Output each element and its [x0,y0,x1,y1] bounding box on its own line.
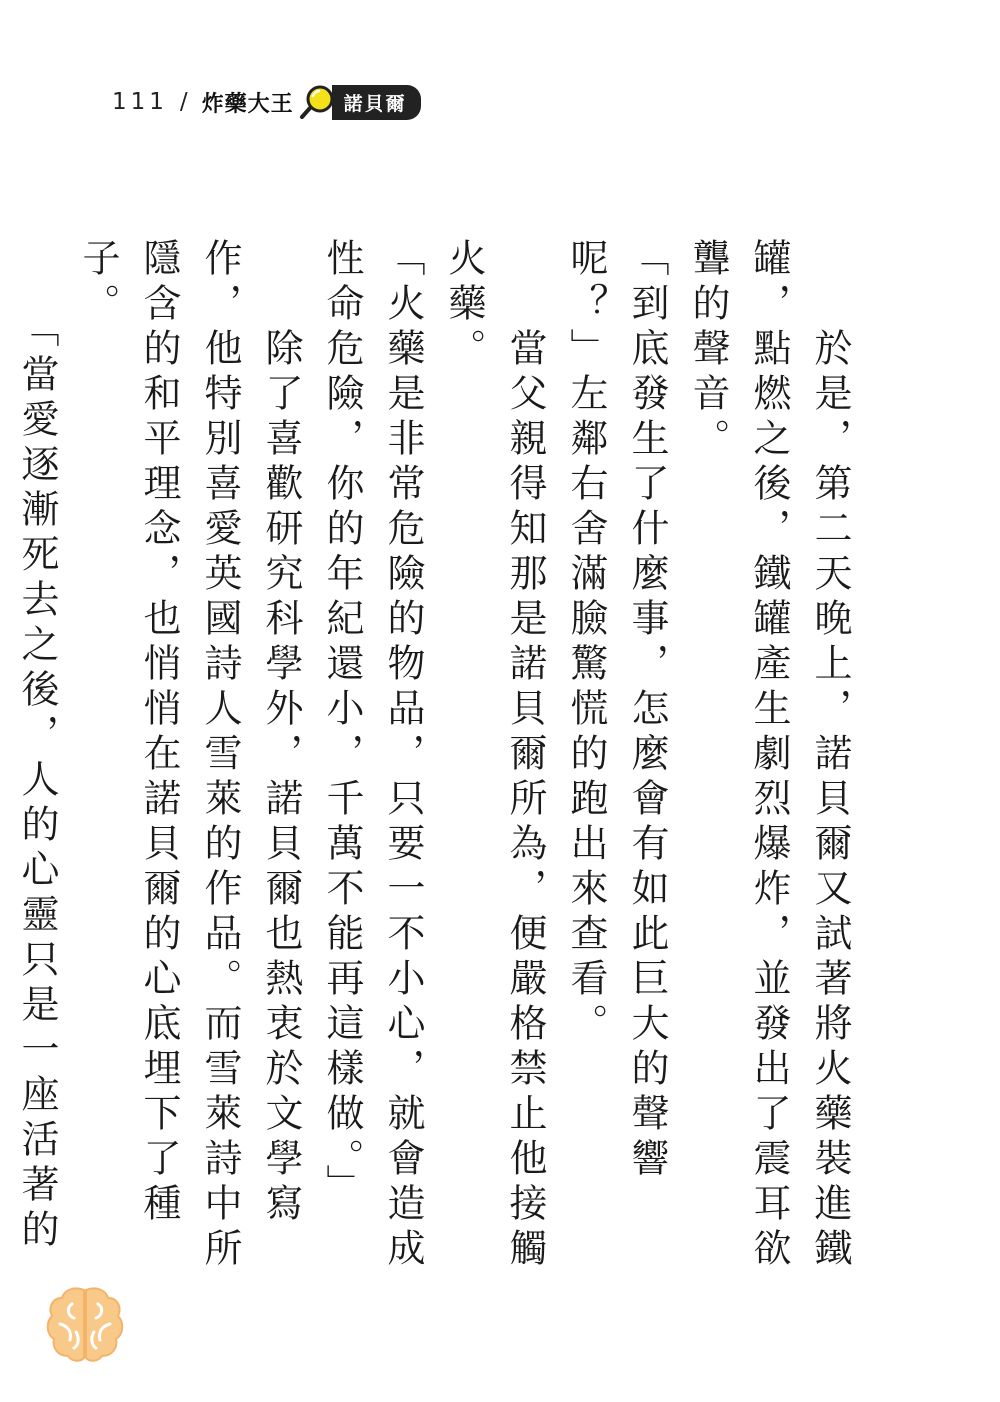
running-header [112,84,421,120]
paragraph: 除了喜歡研究科學外，諾貝爾也熱衷於文學寫作，他特別喜愛英國詩人雪萊的作品。而雪萊詩中所隱含的和平理念，也悄悄在諾貝爾的心底埋下了種子。 [76,238,303,1273]
paragraph: 「火藥是非常危險的物品，只要一不小心，就會造成性命危險，你的年紀還小，千萬不能再這樣做。」 [320,238,425,1273]
paragraph: 「到底發生了什麼事，怎麼會有如此巨大的聲響呢？」左鄰右舍滿臉驚慌的跑出來查看。 [564,238,669,1183]
subject-name-badge: 諾貝爾 [332,85,421,120]
paragraph: 「當愛逐漸死去之後，人的心靈只是一座活著的 [15,328,59,1254]
paragraph: 於是，第二天晚上，諾貝爾又試著將火藥裝進鐵罐，點燃之後，鐵罐產生劇烈爆炸，並發出了震耳欲聾的聲音。 [686,238,852,1273]
header-separator: / [179,89,188,115]
paragraph: 當父親得知那是諾貝爾所為，便嚴格禁止他接觸火藥。 [442,238,547,1273]
magnifier-icon [300,84,338,120]
series-title: 炸藥大王 [201,91,294,117]
story-text [15,238,860,1278]
brain-icon [44,1284,126,1368]
page-number: 111 [112,89,168,115]
